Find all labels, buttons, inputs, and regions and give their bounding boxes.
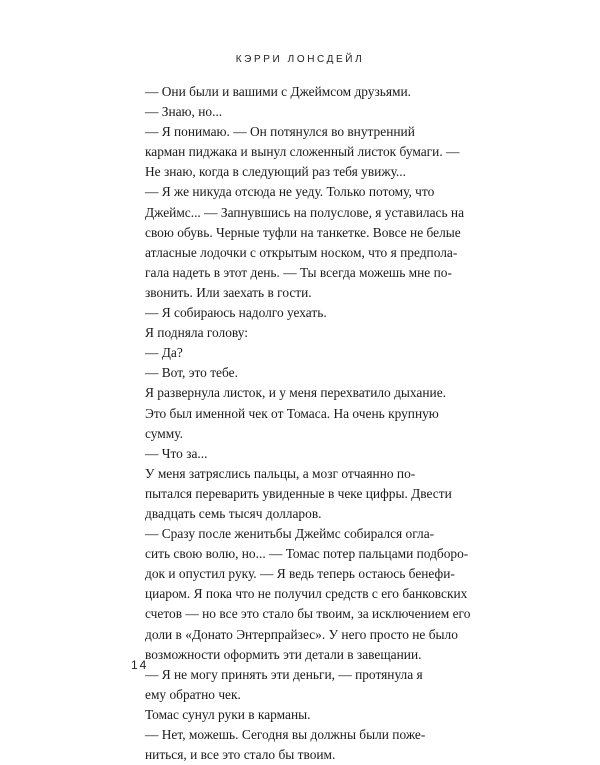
text-line: гала надеть в этот день. — Ты всегда можешь мне по- bbox=[145, 264, 452, 280]
text-line: Я подняла голову: bbox=[145, 325, 249, 341]
text-line: — Что за... bbox=[145, 445, 208, 461]
text-line: — Сразу после женитьбы Джеймс собирался огла- bbox=[145, 526, 435, 542]
text-line: звонить. Или заехать в гости. bbox=[145, 284, 312, 300]
text-line: двадцать семь тысяч долларов. bbox=[145, 505, 322, 521]
text-line: док и опустил руку. — Я ведь теперь остаюсь бенефи- bbox=[145, 566, 455, 582]
text-line: ему обратно чек. bbox=[145, 686, 241, 702]
text-line: свою обувь. Черные туфли на танкетке. Вовсе не белые bbox=[145, 224, 461, 240]
text-line: сить свою волю, но... — Томас потер пальцами подборо- bbox=[145, 546, 469, 562]
text-line: счетов — но все это стало бы твоим, за исключением его bbox=[145, 606, 471, 622]
text-line: Джеймс... — Запнувшись на полуслове, я уставилась на bbox=[145, 204, 465, 220]
text-line: — Я собираюсь надолго уехать. bbox=[145, 305, 327, 321]
text-line: атласные лодочки с открытым носком, что я предпола- bbox=[145, 244, 458, 260]
text-line: — Я не могу принять эти деньги, — протянула я bbox=[145, 666, 423, 682]
text-line: сумму. bbox=[145, 425, 183, 441]
running-head-author: КЭРРИ ЛОНСДЕЙЛ bbox=[235, 54, 365, 65]
text-line: доли в «Донато Энтерпрайзес». У него просто не было bbox=[145, 626, 458, 642]
text-line: — Я же никуда отсюда не уеду. Только потому, что bbox=[145, 184, 435, 200]
text-line: — Да? bbox=[145, 345, 183, 361]
text-line: У меня затряслись пальцы, а мозг отчаянно по- bbox=[145, 465, 416, 481]
text-line: Это был именной чек от Томаса. На очень крупную bbox=[145, 405, 439, 421]
text-line: — Знаю, но... bbox=[145, 104, 223, 120]
text-line: возможности оформить эти детали в завещании. bbox=[145, 646, 422, 662]
text-line: ниться, и все это стало бы твоим. bbox=[145, 747, 336, 763]
text-line: — Я понимаю. — Он потянулся во внутренний bbox=[145, 124, 415, 140]
text-line: Томас сунул руки в карманы. bbox=[145, 706, 311, 722]
text-line: — Нет, можешь. Сегодня вы должны были поже- bbox=[145, 727, 426, 742]
text-line: циаром. Я пока что не получил средств с его банковских bbox=[145, 586, 468, 602]
text-line: Не знаю, когда в следующий раз тебя увижу... bbox=[145, 164, 406, 180]
body-text bbox=[131, 82, 488, 765]
text-line: — Они были и вашими с Джеймсом друзьями. bbox=[145, 84, 412, 99]
text-line: карман пиджака и вынул сложенный листок бумаги. — bbox=[145, 144, 460, 160]
text-line: — Вот, это тебе. bbox=[145, 365, 238, 381]
page-number: 14 bbox=[131, 658, 149, 672]
text-line: Я развернула листок, и у меня перехватило дыхание. bbox=[145, 385, 446, 401]
text-line: пытался переварить увиденные в чеке цифры. Двести bbox=[145, 485, 452, 501]
